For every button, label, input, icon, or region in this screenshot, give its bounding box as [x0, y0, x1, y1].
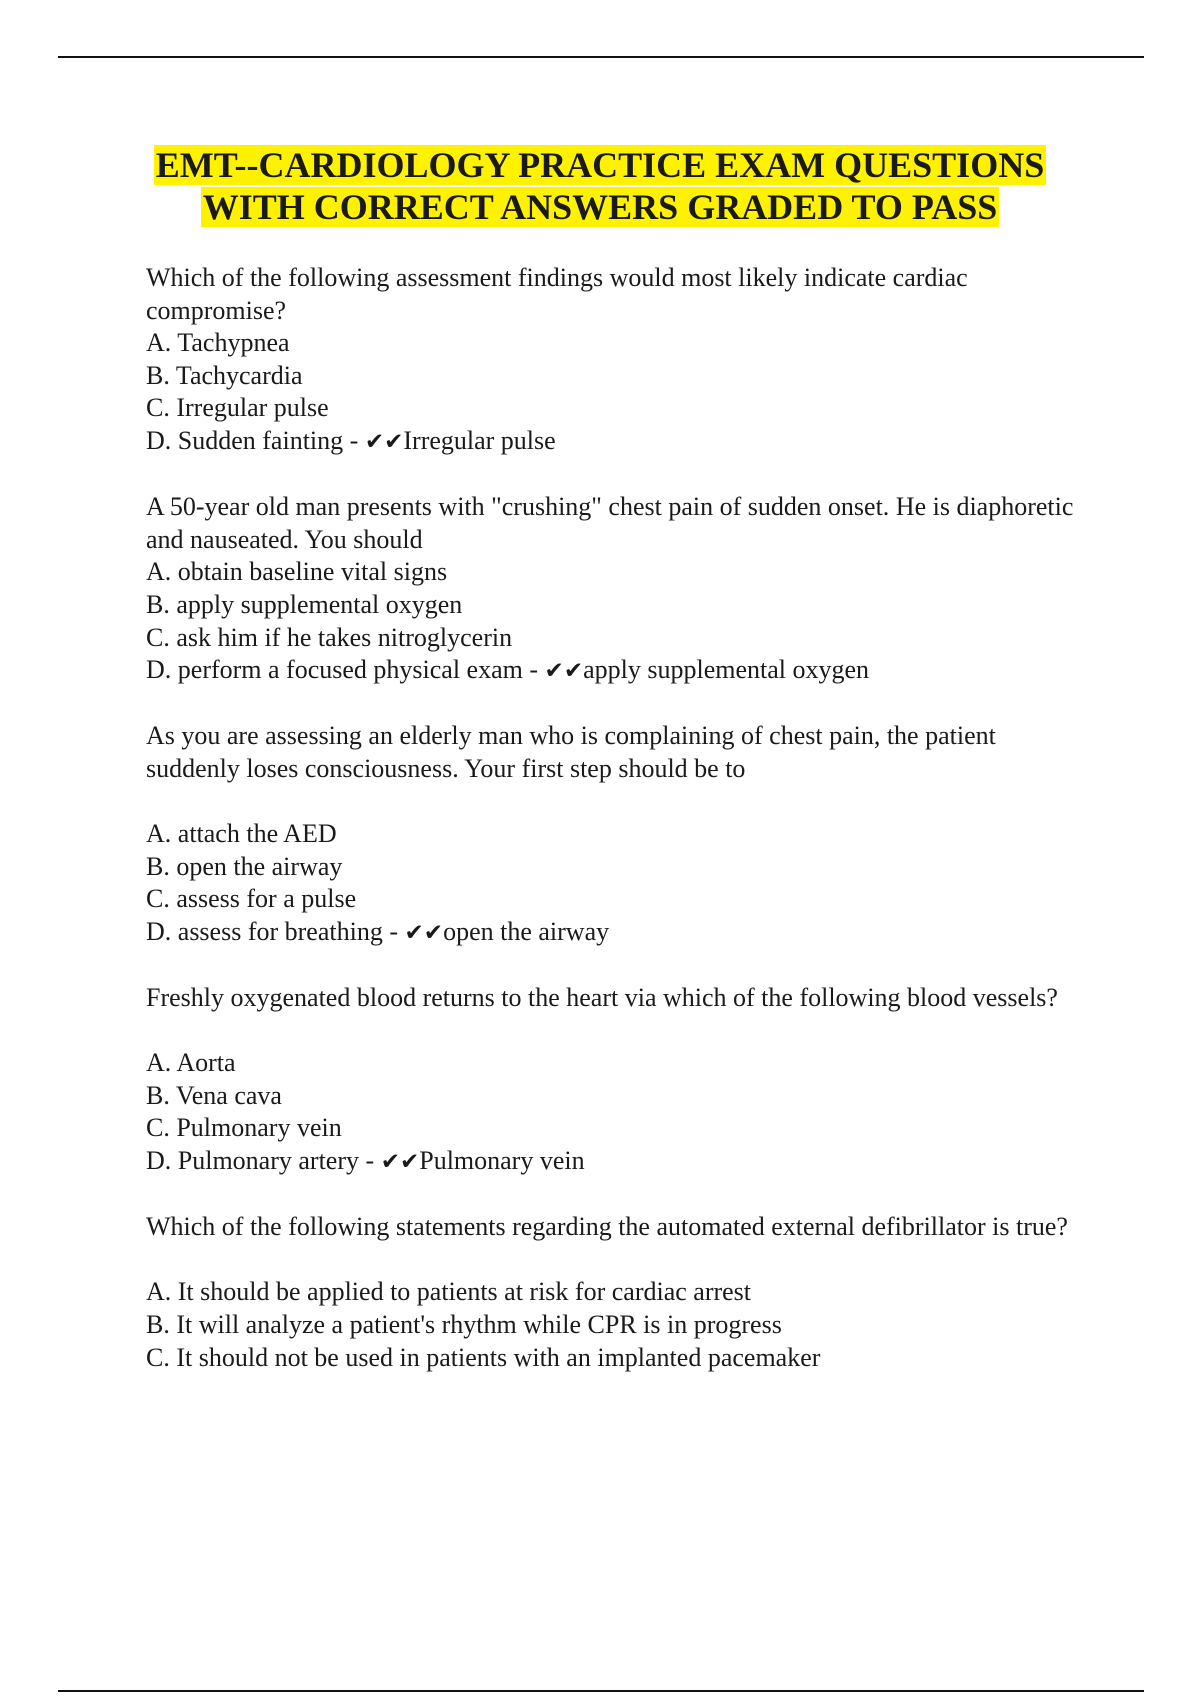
option-a: A. attach the AED	[146, 819, 337, 849]
correct-answer: Pulmonary vein	[419, 1146, 585, 1176]
title-line-1: EMT--CARDIOLOGY PRACTICE EXAM QUESTIONS	[155, 145, 1045, 185]
option-d: D. assess for breathing	[146, 916, 383, 946]
question-4	[146, 982, 1096, 1179]
option-c: C. assess for a pulse	[146, 884, 357, 914]
correct-answer: open the airway	[443, 916, 610, 946]
question-5	[146, 1211, 1096, 1374]
answer-separator: -	[343, 425, 365, 455]
option-d-with-answer	[146, 425, 1096, 459]
answer-separator: -	[382, 916, 405, 946]
header-rule	[58, 56, 1144, 58]
question-stem: As you are assessing an elderly man who is complaining of chest pain, the patient suddenly loses consciousness. Your first step should be to	[146, 721, 996, 783]
checkmark-icon: ✔✔	[364, 428, 404, 455]
option-a: A. Aorta	[146, 1048, 236, 1078]
blank-line	[146, 786, 1096, 819]
option-a: A. It should be applied to patients at risk for cardiac arrest	[146, 1277, 752, 1307]
option-b: B. Vena cava	[146, 1080, 282, 1110]
question-1	[146, 262, 1096, 459]
option-d: D. Pulmonary artery	[146, 1146, 360, 1176]
question-stem: Which of the following statements regarding the automated external defibrillator is true?	[146, 1212, 1068, 1242]
question-list	[146, 262, 1096, 1407]
question-stem: A 50-year old man presents with "crushing" chest pain of sudden onset. He is diaphoretic and nauseated. You should	[146, 492, 1074, 554]
option-c: C. Pulmonary vein	[146, 1113, 342, 1143]
option-b: B. Tachycardia	[146, 360, 303, 390]
title-line-2: WITH CORRECT ANSWERS GRADED TO PASS	[202, 187, 998, 227]
page-title	[0, 144, 1200, 228]
option-c: C. Irregular pulse	[146, 393, 329, 423]
option-c: C. It should not be used in patients with an implanted pacemaker	[146, 1342, 821, 1372]
answer-separator: -	[522, 655, 545, 685]
option-d-with-answer	[146, 1145, 1096, 1179]
checkmark-icon: ✔✔	[404, 919, 444, 946]
answer-separator: -	[359, 1146, 381, 1176]
checkmark-icon: ✔✔	[380, 1149, 420, 1176]
footer-rule	[58, 1690, 1144, 1692]
blank-line	[146, 1244, 1096, 1277]
question-3	[146, 720, 1096, 949]
question-stem: Freshly oxygenated blood returns to the heart via which of the following blood vessels?	[146, 983, 1058, 1013]
question-2	[146, 491, 1096, 688]
option-a: A. Tachypnea	[146, 328, 290, 358]
option-b: B. It will analyze a patient's rhythm while CPR is in progress	[146, 1310, 782, 1339]
option-d: D. perform a focused physical exam	[146, 655, 523, 685]
question-stem: Which of the following assessment findings would most likely indicate cardiac compromise?	[146, 263, 968, 325]
option-d-with-answer	[146, 654, 1096, 688]
option-a: A. obtain baseline vital signs	[146, 557, 448, 587]
correct-answer: apply supplemental oxygen	[583, 655, 870, 685]
blank-line	[146, 1015, 1096, 1048]
option-d-with-answer	[146, 916, 1096, 950]
option-c: C. ask him if he takes nitroglycerin	[146, 622, 513, 652]
checkmark-icon: ✔✔	[544, 658, 584, 685]
option-b: B. apply supplemental oxygen	[146, 589, 463, 619]
option-b: B. open the airway	[146, 851, 343, 881]
correct-answer: Irregular pulse	[403, 425, 556, 455]
option-d: D. Sudden fainting	[146, 425, 344, 455]
